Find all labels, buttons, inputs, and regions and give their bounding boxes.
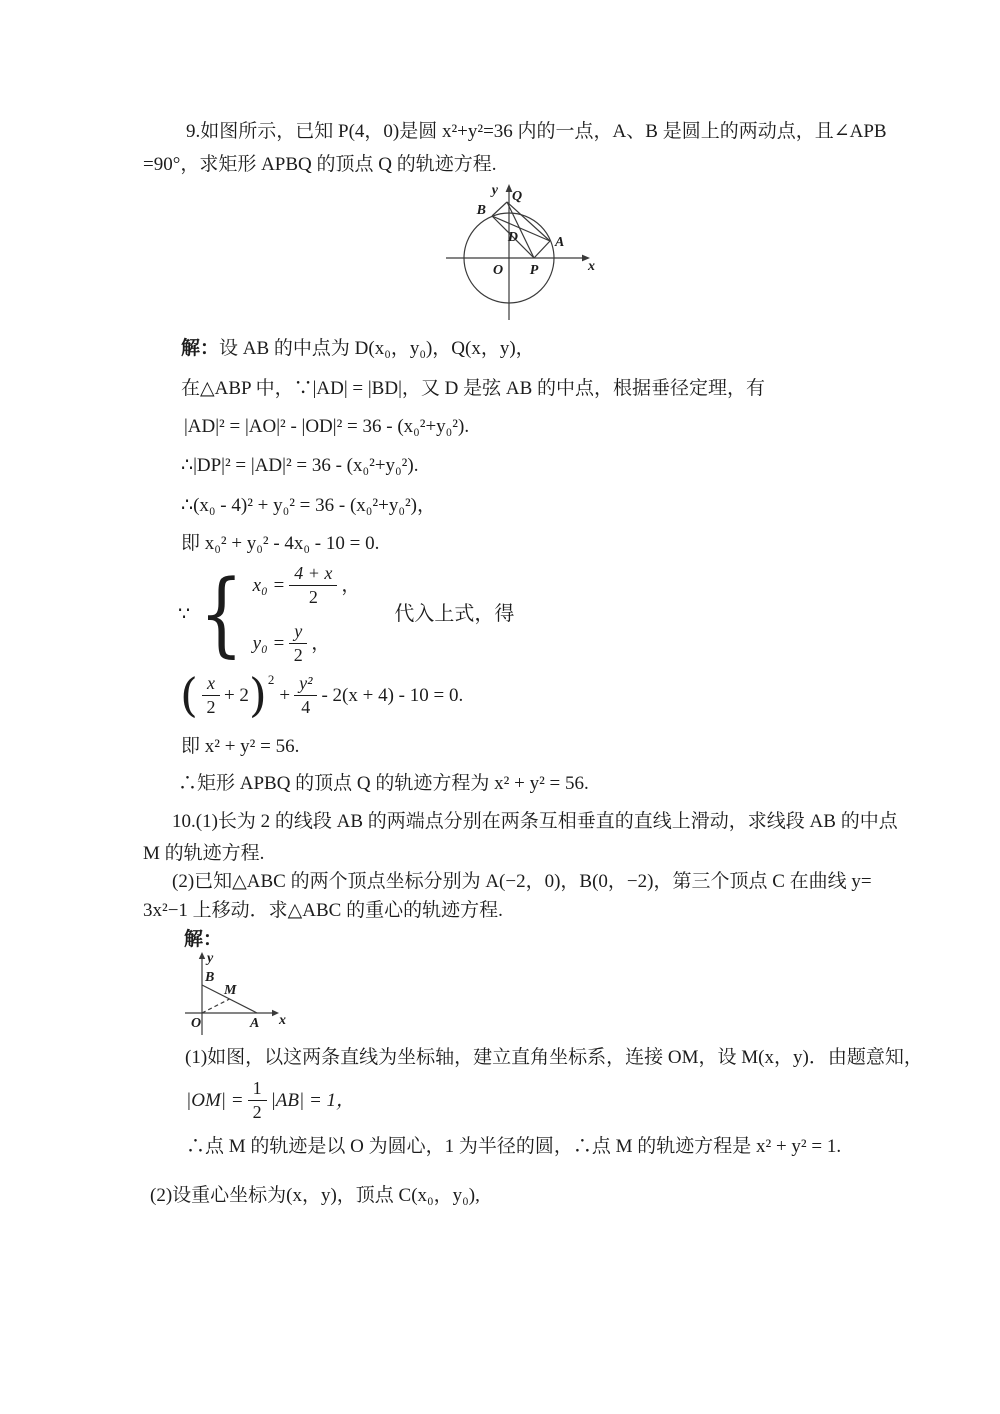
solution9-line4: ∴|DP|² = |AD|² = 36 - (x₀²+y₀²).	[181, 455, 419, 476]
fraction: $\frac{y}{2}$	[289, 621, 307, 665]
point-label-q: Q	[512, 189, 523, 204]
solution10-line2: ∴点 M 的轨迹是以 O 为圆心，1 为半径的圆，∴点 M 的轨迹方程是 x² + y² = 1.	[186, 1136, 842, 1157]
solution10-line1: (1)如图，以这两条直线为坐标轴，建立直角坐标系，连接 OM，设 M(x，y)．由题意知，	[185, 1047, 923, 1068]
point-label-a: A	[555, 235, 565, 250]
problem10-line1: 10.(1)长为 2 的线段 AB 的两端点分别在两条互相垂直的直线上滑动，求线段 AB 的中点	[172, 811, 898, 832]
segment-ap	[534, 241, 550, 258]
solve-label: 解：	[181, 338, 220, 359]
substitute-note: 代入上式，得	[394, 602, 515, 625]
point-label-p: P	[529, 263, 539, 278]
solution10-line3: (2)设重心坐标为(x，y)，顶点 C(x₀，y₀),	[150, 1185, 480, 1206]
diagonal-ba	[492, 216, 550, 241]
problem9-line2: =90°，求矩形 APBQ 的顶点 Q 的轨迹方程.	[143, 154, 497, 175]
point-label-b: B	[476, 203, 486, 218]
y-axis-label: y	[491, 183, 498, 198]
segment-om-dashed	[202, 999, 230, 1013]
x-axis-label: x	[588, 259, 595, 274]
problem10-line2: M 的轨迹方程.	[143, 843, 265, 864]
point-label-b: B	[205, 970, 215, 985]
fraction: $\frac{\text{y²}}{4}$	[294, 673, 317, 717]
x-axis-arrow-icon	[272, 1010, 279, 1016]
system-eq2: y₀ = $\frac{y}{2}$ ，	[252, 621, 331, 666]
expanded-equation: ( $\frac{x}{2}$ + 2 ) 2 + $\frac{\text{y²}}{4}$ - 2(x + 4) - 10 = 0.	[180, 672, 463, 718]
system-rows	[253, 563, 361, 666]
system-brace: {	[199, 560, 244, 668]
figure-circle-rectangle-apbq	[430, 180, 650, 330]
solution9-line9: 即 x² + y² = 56.	[181, 736, 300, 757]
om-equation: |OM| = $\frac{1}{2}$ |AB| = 1，	[186, 1078, 356, 1122]
y-axis-arrow-icon	[199, 952, 205, 959]
solution9-line3: |AD|² = |AO|² - |OD|² = 36 - (x₀²+y₀²).	[184, 416, 470, 437]
point-label-d: D	[507, 230, 518, 245]
y-axis-label: y	[207, 951, 214, 966]
solution9-line2: 在△ABP 中，∵|AD| = |BD|，又 D 是弦 AB 的中点，根据垂径定理，有	[181, 378, 766, 399]
solution9-line1: 解：设 AB 的中点为 D(x₀，y₀)，Q(x，y)，	[181, 338, 535, 359]
problem9-line1: 9.如图所示，已知 P(4，0)是圆 x²+y²=36 内的一点，A、B 是圆上的两动点，且∠APB	[186, 121, 887, 142]
x-axis-label: x	[279, 1013, 286, 1028]
substitution-system	[178, 560, 515, 668]
point-label-m: M	[224, 983, 237, 998]
square-exponent: 2	[267, 671, 275, 687]
because-symbol: ∵	[178, 603, 191, 625]
solution9-line10: ∴矩形 APBQ 的顶点 Q 的轨迹方程为 x² + y² = 56.	[178, 773, 589, 794]
system-eq1: x₀ = $\frac{4 + x}{2}$ ，	[252, 563, 361, 607]
point-label-a: A	[250, 1016, 260, 1031]
fraction: $\frac{x}{2}$	[202, 673, 220, 717]
problem10-line4: 3x²−1 上移动．求△ABC 的重心的轨迹方程.	[143, 900, 503, 921]
solution10-solve-label: 解：	[184, 929, 223, 950]
fraction: $\frac{1}{2}$	[248, 1078, 267, 1122]
fraction: $\frac{4 + x}{2}$	[289, 563, 337, 607]
problem10-line3: (2)已知△ABC 的两个顶点坐标分别为 A(−2，0)，B(0，−2)，第三个顶点 C 在曲线 y=	[172, 871, 872, 892]
solution9-line6: 即 x₀² + y₀² - 4x₀ - 10 = 0.	[181, 533, 380, 554]
figure-midpoint-m	[175, 945, 305, 1040]
solution9-line5: ∴(x₀ - 4)² + y₀² = 36 - (x₀²+y₀²)，	[181, 495, 436, 516]
origin-label: O	[191, 1016, 202, 1031]
origin-label: O	[492, 263, 504, 278]
